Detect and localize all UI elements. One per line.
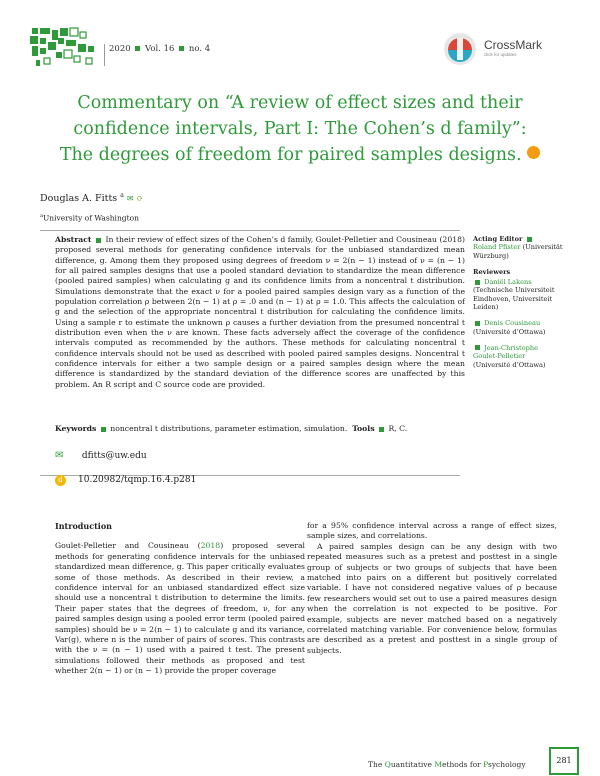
title-line-3-wrap — [40, 142, 560, 168]
bullet-square-icon — [475, 321, 480, 326]
body-paragraph — [55, 541, 305, 676]
reviewer-item — [473, 278, 563, 311]
section-heading-introduction: Introduction — [55, 521, 112, 531]
journal-number: no. 4 — [188, 44, 211, 54]
crossmark-badge[interactable] — [442, 32, 572, 66]
acting-editor-block — [473, 235, 563, 260]
editor-affiliation: (Universität Würzburg) — [473, 243, 563, 260]
editor-sidebar — [473, 235, 563, 369]
body-paragraph: for a 95% confidence interval across a range of effect sizes, sample sizes, and correlations. — [307, 521, 557, 541]
affiliation-sup: a — [40, 213, 43, 219]
open-access-icon — [527, 146, 540, 159]
reviewer-item — [473, 344, 563, 369]
bullet-square-icon — [475, 280, 480, 285]
editor-heading-row — [473, 235, 563, 243]
author-name: Douglas A. Fitts — [40, 193, 118, 205]
journal-year: 2020 — [109, 44, 131, 54]
abstract — [55, 235, 465, 390]
separator-square-icon — [96, 238, 101, 243]
separator-square-icon — [101, 427, 106, 432]
doi-row — [55, 475, 196, 486]
tools-label: Tools — [352, 424, 375, 433]
doi-link[interactable]: 10.20982/tqmp.16.4.p281 — [78, 475, 197, 485]
article-title — [40, 90, 560, 168]
keywords-text: noncentral t distributions, parameter estimation, simulation. — [110, 424, 348, 433]
reviewer-affiliation: (Université d’Ottawa) — [473, 360, 546, 369]
body-paragraph: A paired samples design can be any design with two repeated measures such as a pretest and posttest in a single group of subjects or two groups of subjects that have been matched into pairs on a different but positively correlated variable. I have not considered negative values of ρ because few researchers would set out to use a paired measures design when the correlation is not expected to be positive. For example, subjects are never matched based on a negatively correlated matching variable. For convenience below, formulas are described as a pretest and posttest in a single group of subjects. — [307, 541, 557, 655]
reviewers-block — [473, 268, 563, 369]
crossmark-sublabel: click for updates — [484, 52, 517, 57]
footer-p: P — [483, 760, 488, 769]
editor-name: Roland Pfister — [473, 243, 521, 252]
journal-volume: Vol. 16 — [145, 44, 175, 54]
contact-email[interactable]: dfitts@uw.edu — [81, 451, 147, 461]
body-text: ) proposed several methods for generating confidence intervals for the unbiased standardized mean difference, g. This paper critically evaluates some of those methods. As described in their review, a confidence interval for an unbiased standardized effect size should use a noncentral t distribution to determine the limits. Their paper states that the degrees of freedom, ν, for any paired samples design using a pooled error term (pooled paired samples) should be ν = 2(n − 1) to calculate g and its variance, Var(g), where n is the number of pairs of scores. This contrasts with the ν = (n − 1) used with a paired t test. The present simulations followed their methods as proposed and test whether 2(n − 1) or (n − 1) provide the proper coverage — [55, 541, 305, 676]
abstract-label: Abstract — [55, 235, 92, 244]
reviewer-name: Denis Cousineau — [484, 319, 541, 328]
footer-uantitative: uantitative — [390, 760, 435, 769]
footer-m: M — [434, 760, 443, 769]
envelope-icon: ✉ — [55, 450, 64, 461]
bullet-square-icon — [475, 345, 480, 350]
footer-the: The — [368, 760, 385, 769]
title-line-1: Commentary on “A review of effect sizes and their — [77, 93, 523, 113]
abstract-text: In their review of effect sizes of the Cohen’s d family, Goulet-Pelletier and Cousineau (2018) proposed several methods for generating confidence intervals for the unbiased standardized mean difference, g. Among them they proposed using degrees of freedom ν = 2(n − 1) instead of ν = (n − 1) for all paired samples designs that use a pooled standard deviation to standardize the mean difference (pooled paired samples) when calculating g and its confidence limits from a noncentral t distribution. Simulations demonstrate that the exact ν for a pooled paired samples design vary as a function of the population correlation ρ between 2(n − 1) at ρ = .0 and (n − 1) at ρ = 1.0. This affects the calculation of g and the selection of the appropriate noncentral t distribution for calculating the confidence limits. Using a sample r to estimate the unknown ρ causes a further deviation from the presumed noncentral t distribution even when the ν are known. These facts adversely affect the coverage of the confidence intervals computed as recommended by the authors. These methods for calculating noncentral t confidence intervals should not be used as described with pooled paired samples designs. Noncentral t confidence intervals for either a two sample design or a paired samples design where the mean difference is standardized by the standard deviation of the difference scores are unaffected by this problem. An R script and C source code are provided. — [55, 235, 466, 389]
reviewer-affiliation: (Université d’Ottawa) — [473, 327, 546, 336]
separator-square-icon — [135, 46, 140, 51]
email-icon[interactable]: ✉ — [126, 194, 134, 204]
footer-ethods: ethods for — [442, 760, 484, 769]
author-line — [40, 192, 143, 204]
body-left-column — [55, 521, 305, 677]
footer-q: Q — [384, 760, 391, 769]
footer-sychology: sychology — [487, 760, 526, 769]
crossmark-icon — [442, 32, 478, 66]
contact-email-row — [55, 450, 147, 461]
editor-heading: Acting Editor — [473, 235, 523, 243]
affiliation-text: University of Washington — [42, 213, 139, 223]
reviewer-name: Jean-Christophe Goulet-Pelletier — [473, 343, 538, 361]
separator-square-icon — [379, 427, 384, 432]
title-line-2: confidence intervals, Part I: The Cohen’s d family”: — [73, 119, 527, 139]
body-text: Goulet-Pelletier and Cousineau ( — [55, 541, 201, 551]
separator-square-icon — [527, 237, 532, 242]
orcid-icon[interactable]: ⟳ — [136, 194, 144, 204]
doi-icon: d — [55, 475, 66, 486]
crossmark-label: CrossMark — [484, 38, 543, 52]
journal-issue-info — [109, 44, 210, 54]
body-right-column — [307, 521, 557, 656]
author-sup: a — [120, 192, 124, 199]
reviewer-item — [473, 319, 563, 336]
page-number: 281 — [549, 747, 579, 775]
keywords-label: Keywords — [55, 424, 97, 433]
reviewers-heading: Reviewers — [473, 267, 511, 276]
keywords — [55, 424, 465, 434]
separator-square-icon — [179, 46, 184, 51]
footer-journal-name — [368, 760, 526, 769]
reviewer-affiliation: (Technische Universiteit Eindhoven, Universiteit Leiden) — [473, 286, 555, 312]
affiliation — [40, 213, 139, 223]
citation-link[interactable]: 2018 — [200, 541, 221, 551]
reviewer-name: Daniël Lakens — [484, 278, 532, 287]
title-line-3: The degrees of freedom for paired samples designs. — [59, 145, 522, 165]
journal-logo — [28, 26, 112, 70]
tools-text: R, C. — [388, 424, 408, 433]
